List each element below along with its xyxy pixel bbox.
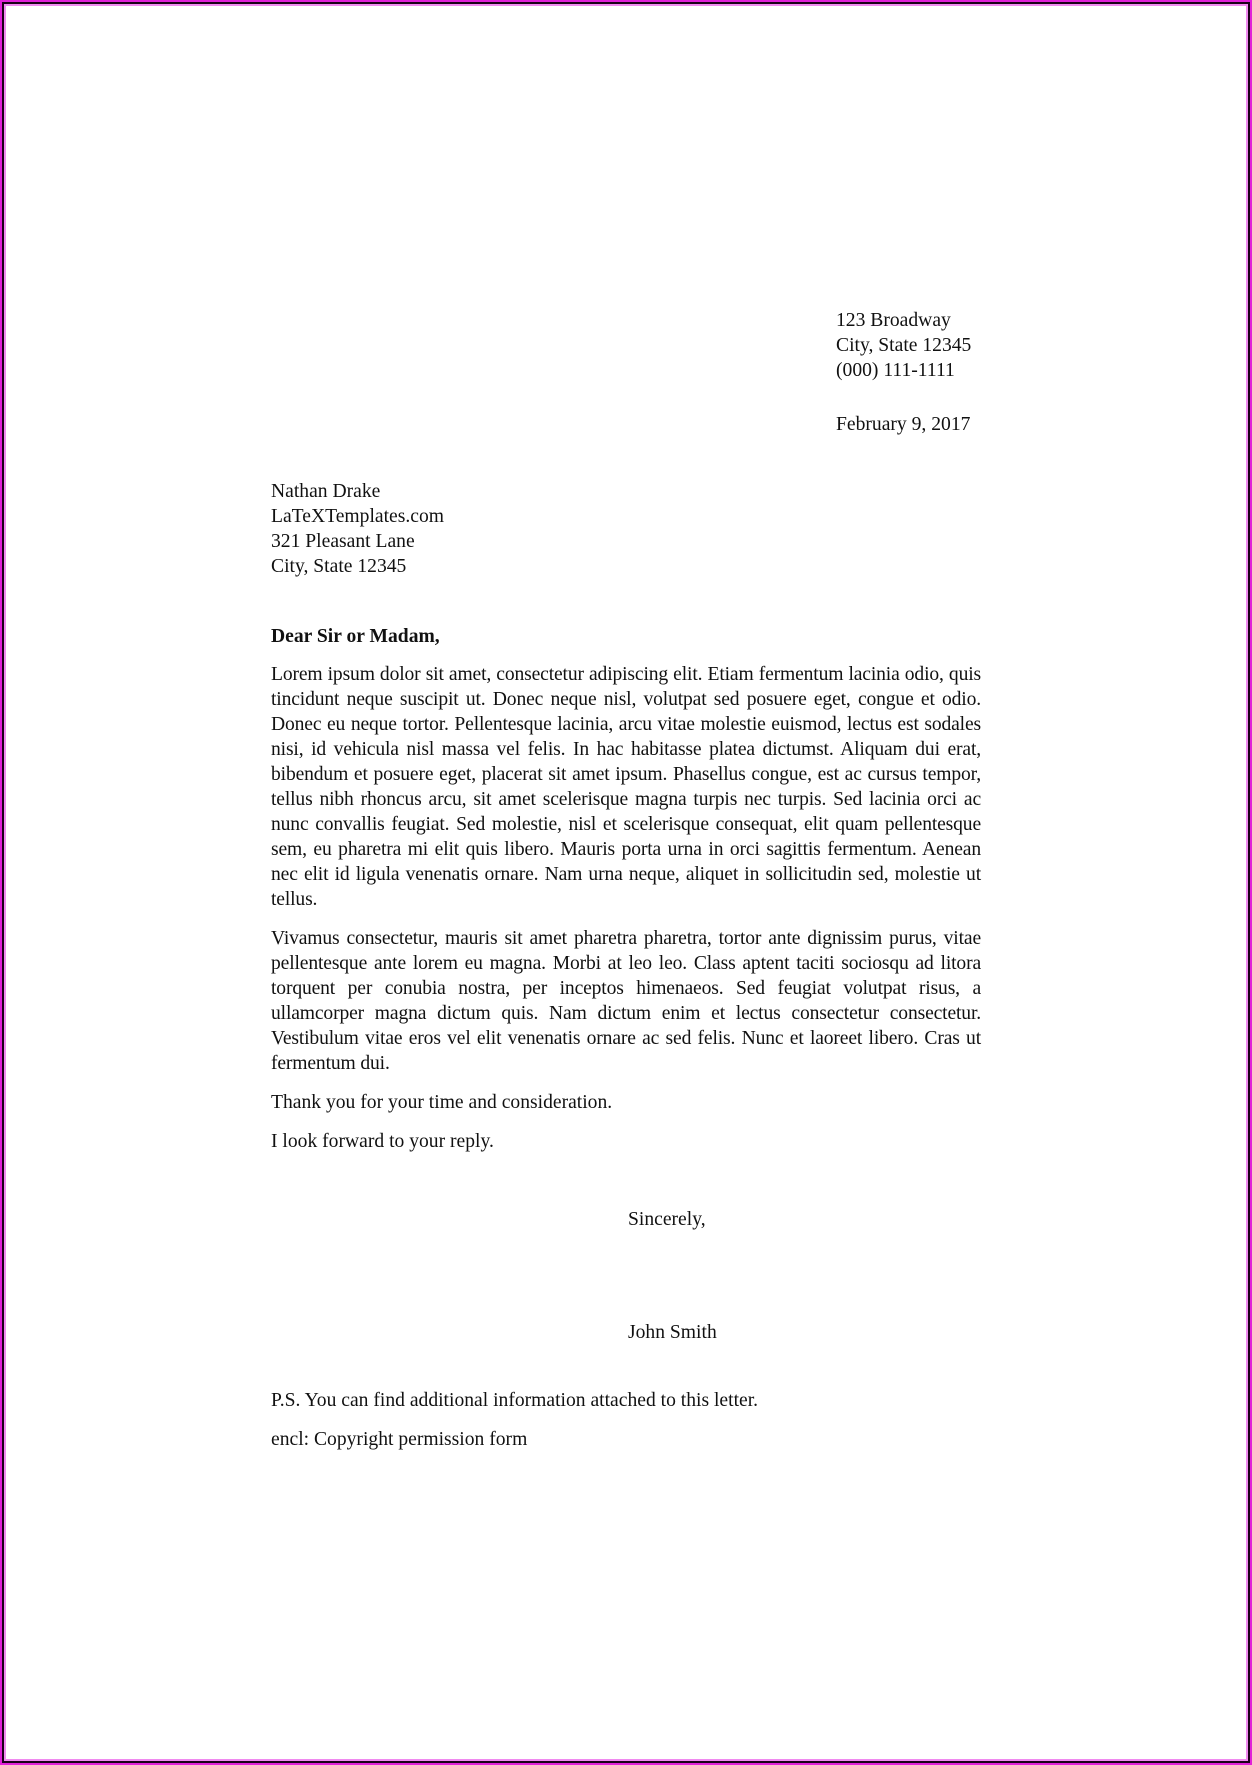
sender-address-line-2: City, State 12345 (836, 335, 972, 356)
body-paragraph: Lorem ipsum dolor sit amet, consectetur adipiscing elit. Etiam fermentum lacinia odio, quis tincidunt neque suscipit ut. Donec neque nisl, volutpat sed posuere eget, congue et odio. Donec eu neque tortor. Pellentesque lacinia, arcu vitae molestie euismod, lectus est sodales nisi, id vehicula nisl massa vel felis. In hac habitasse platea dictumst. Aliquam dui erat, bibendum et posuere eget, placerat sit amet ipsum. Phasellus congue, est ac cursus tempor, tellus nibh rhoncus arcu, sit amet scelerisque magna turpis nec turpis. Sed lacinia orci ac nunc convallis feugiat. Sed molestie, nisl et scelerisque consequat, elit quam pellentesque sem, eu pharetra mi elit quis libero. Mauris porta urna in orci sagittis fermentum. Aenean nec elit id ligula venenatis ornare. Nam urna neque, aliquet in sollicitudin sed, molestie ut tellus. (271, 664, 981, 910)
recipient-address-line-1: 321 Pleasant Lane (271, 531, 415, 552)
sender-address-line-1: 123 Broadway (836, 310, 951, 331)
recipient-name: Nathan Drake (271, 481, 381, 502)
recipient-address-block (271, 479, 444, 579)
closing: Sincerely, (628, 1209, 706, 1230)
letter-body (271, 662, 981, 1168)
body-paragraph: I look forward to your reply. (271, 1131, 494, 1152)
letter-date: February 9, 2017 (836, 414, 971, 435)
sender-address-block (836, 308, 971, 383)
signature-name: John Smith (628, 1322, 717, 1343)
recipient-address-line-2: City, State 12345 (271, 556, 407, 577)
sender-phone: (000) 111-1111 (836, 360, 955, 381)
body-paragraph: Vivamus consectetur, mauris sit amet pharetra pharetra, tortor ante dignissim purus, vitae pellentesque ante lorem eu magna. Morbi at leo leo. Class aptent taciti sociosqu ad litora torquent per conubia nostra, per inceptos himenaeos. Sed feugiat volutpat risus, a ullamcorper magna dictum quis. Nam dictum enim et lectus consectetur consectetur. Vestibulum vitae eros vel elit venenatis ornare ac sed felis. Nunc et laoreet libero. Cras ut fermentum dui. (271, 928, 981, 1074)
body-paragraph: Thank you for your time and consideration. (271, 1092, 613, 1113)
postscript: P.S. You can find additional information attached to this letter. (271, 1390, 759, 1411)
recipient-company: LaTeXTemplates.com (271, 506, 444, 527)
enclosure-note: encl: Copyright permission form (271, 1429, 528, 1450)
salutation: Dear Sir or Madam, (271, 626, 440, 647)
